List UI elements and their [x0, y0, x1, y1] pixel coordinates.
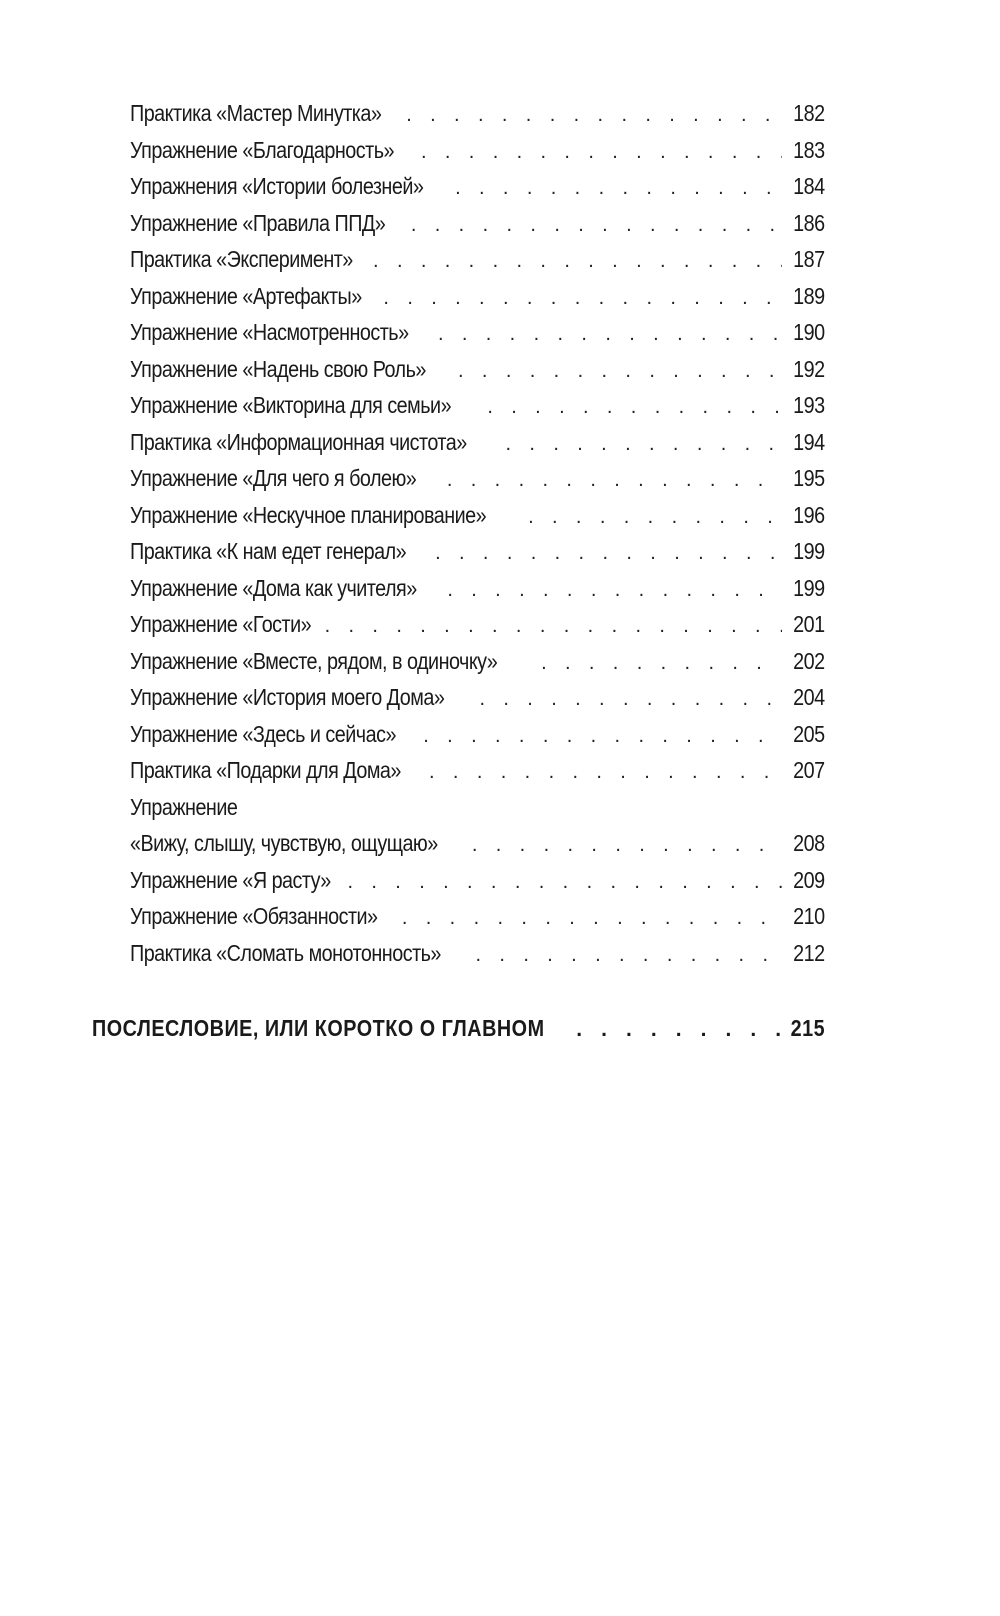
toc-entry[interactable] [130, 611, 825, 648]
toc-entry-page: 193 [793, 392, 825, 418]
toc-entry[interactable] [130, 319, 825, 356]
toc-entry[interactable] [130, 356, 825, 393]
toc-entry-title: Упражнение «Я расту» [130, 866, 331, 893]
leader-dots [438, 323, 782, 346]
leader-dots [541, 652, 782, 675]
toc-entry[interactable] [130, 173, 825, 210]
toc-entry[interactable] [130, 246, 825, 283]
leader-dots [506, 433, 783, 456]
leader-dots [576, 1018, 781, 1042]
toc-entry-title: Практика «Мастер Минутка» [130, 100, 382, 126]
toc-entry[interactable] [130, 100, 825, 137]
toc-entry[interactable] [130, 575, 825, 612]
toc-entry-title: Практика «К нам едет генерал» [130, 538, 407, 564]
toc-entry-title: Упражнение «Правила ППД» [130, 209, 386, 236]
toc-entry-page: 207 [793, 757, 825, 783]
toc-entry-page: 209 [793, 866, 825, 893]
leader-dots [347, 871, 782, 894]
leader-dots [458, 360, 782, 383]
toc-entry[interactable] [130, 903, 825, 940]
leader-dots [472, 834, 783, 857]
toc-entry[interactable] [130, 648, 825, 685]
leader-dots [447, 579, 782, 602]
toc-entry-title: Упражнение «История моего Дома» [130, 684, 445, 710]
toc-entry-page: 187 [793, 246, 825, 272]
toc-entry-title: Упражнение «Гости» [130, 611, 312, 637]
leader-dots [455, 177, 782, 200]
toc-entry-title: Упражнение «Здесь и сейчас» [130, 720, 396, 747]
toc-entry-title: «Вижу, слышу, чувствую, ощущаю» [130, 830, 438, 856]
toc-entry-title: Упражнения «Истории болезней» [130, 173, 424, 199]
toc-entry[interactable] [130, 465, 825, 502]
toc-entry-page: 199 [793, 574, 825, 601]
leader-dots [447, 469, 783, 492]
toc-entry-title: Упражнение «Нескучное планирование» [130, 501, 487, 528]
toc-entry-page: 194 [793, 428, 825, 455]
toc-entry-title: Упражнение «Вместе, рядом, в одиночку» [130, 647, 498, 674]
leader-dots [421, 141, 782, 164]
toc-entry-heading [130, 794, 825, 831]
toc-entry-title: Практика «Информационная чистота» [130, 428, 467, 455]
toc-entry[interactable] [130, 757, 825, 794]
toc-entry-page: 195 [793, 465, 825, 491]
leader-dots [528, 506, 782, 529]
toc-entry[interactable] [130, 721, 825, 758]
toc-entry[interactable] [130, 210, 825, 247]
toc-entry-page: 210 [793, 903, 825, 929]
toc-entry[interactable] [130, 538, 825, 575]
toc-entry-title: Практика «Сломать монотонность» [130, 939, 441, 966]
leader-dots [435, 542, 782, 565]
toc-entry[interactable] [130, 429, 825, 466]
toc-final-page: 215 [790, 1015, 825, 1041]
leader-dots [479, 688, 782, 711]
toc-entry-page: 190 [793, 319, 825, 345]
toc-entry-page: 183 [793, 136, 825, 163]
toc-entry-page: 212 [793, 939, 825, 966]
toc-entry-title: Упражнение «Для чего я болею» [130, 465, 417, 491]
toc-entry-page: 199 [793, 538, 825, 564]
toc-entry-page: 205 [793, 720, 825, 747]
toc-entry[interactable] [130, 392, 825, 429]
toc-entry-page: 184 [793, 173, 825, 199]
toc-final-entry[interactable] [92, 1015, 825, 1042]
leader-dots [325, 615, 783, 638]
toc-entry[interactable] [130, 283, 825, 320]
toc-entry-title: Практика «Подарки для Дома» [130, 757, 401, 783]
toc-entry[interactable] [130, 830, 825, 867]
toc-entry-page: 182 [793, 100, 825, 126]
toc-entry[interactable] [130, 867, 825, 904]
toc-entry-page: 201 [793, 611, 825, 637]
toc-entry[interactable] [130, 940, 825, 977]
leader-dots [423, 725, 782, 748]
toc-entry-title: Упражнение «Дома как учителя» [130, 574, 417, 601]
leader-dots [487, 396, 782, 419]
toc-entry[interactable] [130, 502, 825, 539]
leader-dots [476, 944, 783, 967]
leader-dots [406, 104, 782, 127]
toc-entry[interactable] [130, 137, 825, 174]
toc-entry-page: 208 [793, 830, 825, 856]
toc-entry-page: 189 [793, 282, 825, 309]
leader-dots [373, 250, 782, 273]
toc-entry-title: Практика «Эксперимент» [130, 246, 353, 272]
leader-dots [402, 907, 783, 930]
toc-entry-title: Упражнение «Обязанности» [130, 903, 378, 929]
toc-entry[interactable] [130, 684, 825, 721]
leader-dots [383, 287, 782, 310]
toc-entry-title: Упражнение «Насмотренность» [130, 319, 409, 345]
leader-dots [411, 214, 783, 237]
table-of-contents [130, 100, 825, 976]
toc-entry-page: 186 [793, 209, 825, 236]
toc-final-title: ПОСЛЕСЛОВИЕ, ИЛИ КОРОТКО О ГЛАВНОМ [92, 1015, 545, 1041]
toc-entry-title: Упражнение «Надень свою Роль» [130, 355, 426, 382]
toc-entry-title: Упражнение «Благодарность» [130, 136, 394, 163]
leader-dots [429, 761, 782, 784]
toc-entry-title: Упражнение «Артефакты» [130, 282, 362, 309]
toc-entry-page: 192 [793, 355, 825, 382]
toc-entry-page: 202 [793, 647, 825, 674]
toc-entry-title: Упражнение [130, 793, 238, 820]
toc-entry-page: 196 [793, 501, 825, 528]
toc-entry-title: Упражнение «Викторина для семьи» [130, 392, 452, 418]
toc-entry-page: 204 [793, 684, 825, 710]
